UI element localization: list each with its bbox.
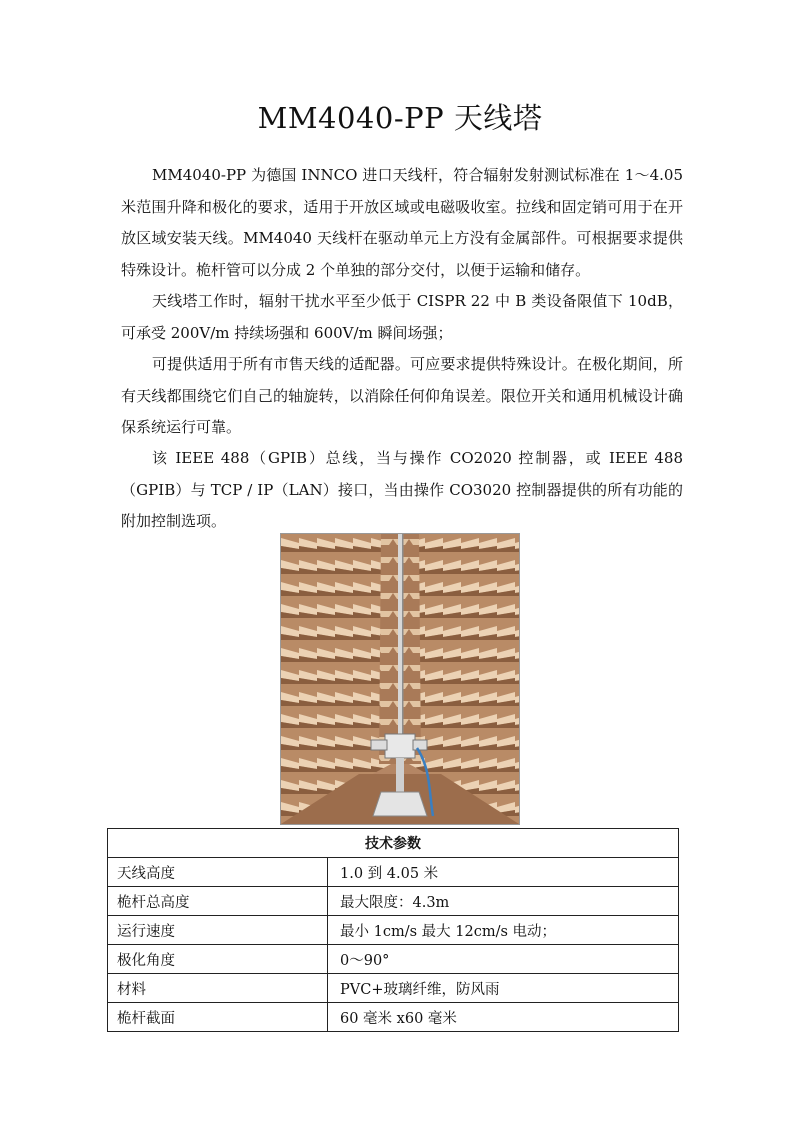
table-row [108, 916, 679, 945]
paragraph-adapter: 可提供适用于所有市售天线的适配器。可应要求提供特殊设计。在极化期间，所有天线都围绕它们自己的轴旋转，以消除任何仰角误差。限位开关和通用机械设计确保系统运行可靠。 [121, 355, 683, 436]
anechoic-chamber-illustration [281, 534, 519, 824]
spec-table [107, 828, 679, 1032]
paragraph-interface: 该 IEEE 488（GPIB）总线，当与操作 CO2020 控制器，或 IEEE 488（GPIB）与 TCP / IP（LAN）接口，当由操作 CO3020 控制器提供的所有功能的附加控制选项。 [121, 449, 683, 530]
page-title: MM4040-PP 天线塔 [257, 101, 543, 135]
spec-value: 1.0 到 4.05 米 [328, 858, 679, 887]
spec-label: 极化角度 [108, 945, 328, 974]
spec-label: 天线高度 [108, 858, 328, 887]
spec-value: 最小 1cm/s 最大 12cm/s 电动； [328, 916, 679, 945]
table-row [108, 858, 679, 887]
spec-value: 最大限度：4.3m [328, 887, 679, 916]
table-row [108, 887, 679, 916]
table-row [108, 945, 679, 974]
paragraph-intro: MM4040-PP 为德国 INNCO 进口天线杆，符合辐射发射测试标准在 1～4.05 米范围升降和极化的要求，适用于开放区域或电磁吸收室。拉线和固定销可用于在开放区域安装天线。MM4040 天线杆在驱动单元上方没有金属部件。可根据要求提供特殊设计。桅杆管可以分成 2 个单独的部分交付，以便于运输和储存。 [121, 166, 683, 279]
spec-table-header-row [108, 829, 679, 858]
spec-label: 运行速度 [108, 916, 328, 945]
spec-value: 0～90° [328, 945, 679, 974]
antenna-tower-photo [280, 533, 520, 825]
spec-value: 60 毫米 x60 毫米 [328, 1003, 679, 1032]
table-row [108, 974, 679, 1003]
spec-label: 材料 [108, 974, 328, 1003]
spec-value: PVC+玻璃纤维，防风雨 [328, 974, 679, 1003]
paragraph-emission: 天线塔工作时，辐射干扰水平至少低于 CISPR 22 中 B 类设备限值下 10dB，可承受 200V/m 持续场强和 600V/m 瞬间场强； [121, 292, 683, 342]
table-row [108, 1003, 679, 1032]
spec-label: 桅杆总高度 [108, 887, 328, 916]
spec-table-header: 技术参数 [108, 829, 679, 858]
spec-label: 桅杆截面 [108, 1003, 328, 1032]
